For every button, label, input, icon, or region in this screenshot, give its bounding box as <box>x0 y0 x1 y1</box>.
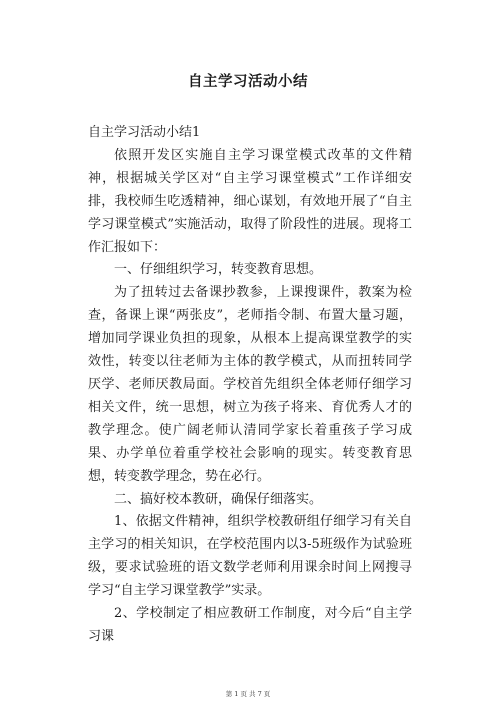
document-title: 自主学习活动小结 <box>188 74 308 90</box>
paragraph-section-heading: 自主学习活动小结1 <box>88 125 201 140</box>
paragraph-heading: 二、搞好校本教研，确保仔细落实。 <box>114 491 323 507</box>
paragraph: 1、依据文件精神，组织学校教研组仔细学习有关自主学习的相关知识，在学校范围内以3-5班级作为试验班级，要求试验班的语文数学老师利用课余时间上网搜寻学习“自主学习课堂教学”实录。 <box>88 514 412 599</box>
paragraph: 为了扭转过去备课抄教参，上课搜课件，教案为检查，备课上课“两张皮”，老师指令制、布置大量习题，增加同学课业负担的现象，从根本上提高课堂教学的实效性，转变以往老师为主体的教学模式，从而扭转同学厌学、老师厌教局面。学校首先组织全体老师仔细学习相关文件，统一思想，树立为孩子将来、育优秀人才的教学理念。使广阔老师认清同学家长着重孩子学习成果、办学单位着重学校社会影响的现实。转变教育思想，转变教学理念，势在必行。 <box>88 285 412 484</box>
document-body <box>88 122 412 649</box>
paragraph: 依照开发区实施自主学习课堂模式改革的文件精神，根据城关学区对“自主学习课堂模式”工作详细安排，我校师生吃透精神，细心谋划，有效地开展了“自主学习课堂模式”实施活动，取得了阶段性的进展。现将工作汇报如下： <box>88 147 412 255</box>
page-number-footer: 第 1 页 共 7 页 <box>225 690 271 698</box>
paragraph-heading: 一、仔细组织学习，转变教育思想。 <box>114 262 323 278</box>
paragraph: 2、学校制定了相应教研工作制度，对今后“自主学习课 <box>88 606 412 644</box>
